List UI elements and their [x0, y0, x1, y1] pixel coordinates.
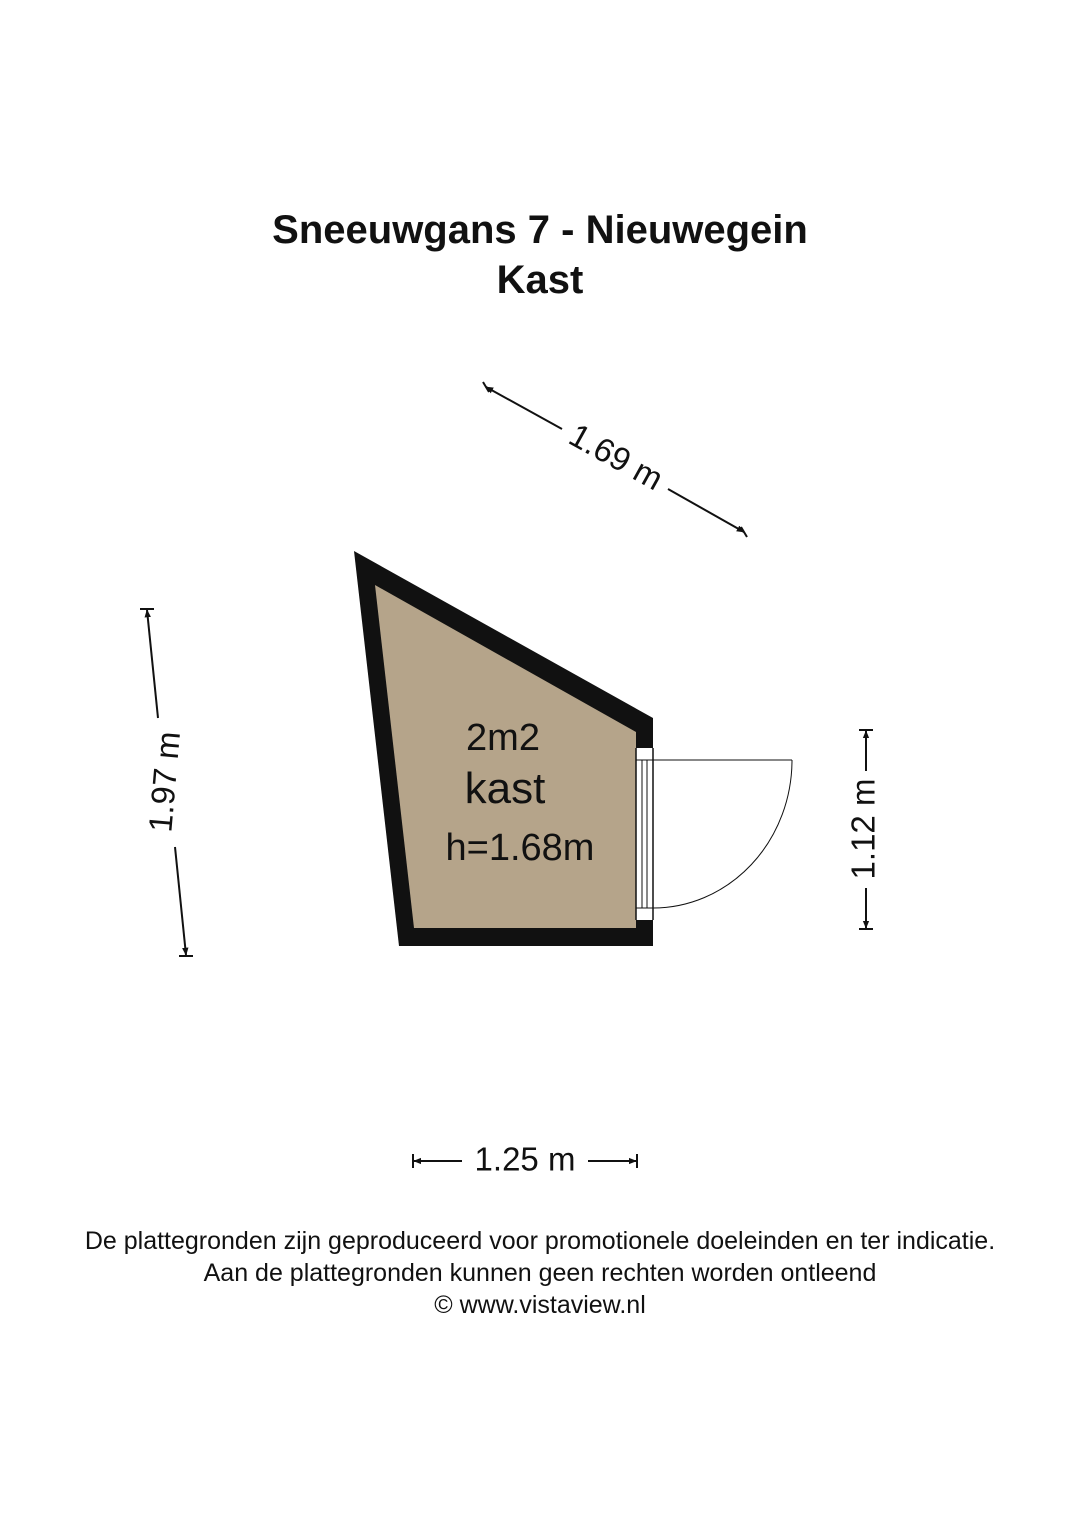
dimension-top — [483, 382, 747, 537]
dimension-right-label: 1.12 m — [844, 778, 882, 880]
dimension-bottom-label: 1.25 m — [474, 1140, 576, 1178]
dimension-right — [845, 730, 882, 929]
copyright-link[interactable]: © www.vistaview.nl — [434, 1291, 646, 1319]
room-name: kast — [464, 764, 546, 813]
disclaimer-line-1: De plattegronden zijn geproduceerd voor promotionele doeleinden en ter indicatie. — [84, 1227, 996, 1255]
plan-title: Sneeuwgans 7 - Nieuwegein — [272, 208, 808, 252]
room-height: h=1.68m — [445, 827, 595, 869]
disclaimer-line-2: Aan de plattegronden kunnen geen rechten worden ontleend — [203, 1259, 877, 1287]
room-area: 2m2 — [466, 717, 540, 759]
dimension-left-label: 1.97 m — [141, 729, 188, 834]
dimension-bottom — [413, 1141, 637, 1178]
floor-name: Kast — [496, 258, 584, 302]
dimension-left — [140, 609, 193, 956]
dimension-top-label: 1.69 m — [563, 415, 670, 498]
door — [636, 748, 792, 920]
